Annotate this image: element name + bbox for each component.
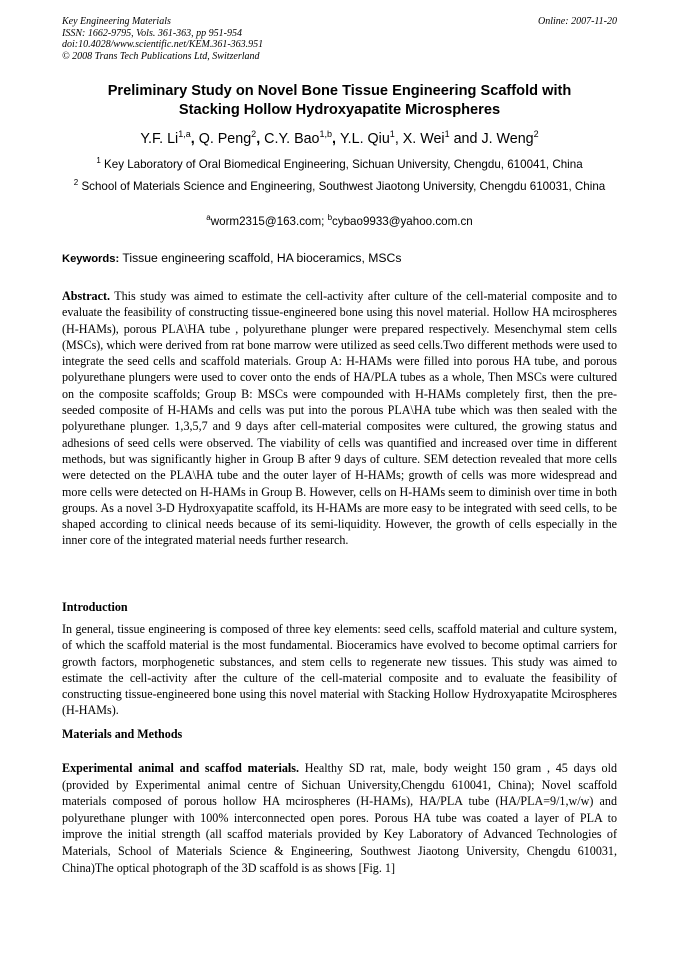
title-line-2: Stacking Hollow Hydroxyapatite Microspheres <box>178 102 501 118</box>
abstract-label: Abstract. <box>62 289 111 303</box>
author: Q. Peng$^2$, <box>198 129 265 147</box>
author-emails: $^a$worm2315@163.com; $^b$cybao9933@yahoo.com.cn <box>206 213 473 228</box>
copyright-line: © 2008 Trans Tech Publications Ltd, Switzerland <box>62 50 260 62</box>
affiliation-1: $^1$ Key Laboratory of Oral Biomedical Engineering, Sichuan University, Chengdu, 610041, China <box>96 156 583 171</box>
affiliation-2: $^2$ School of Materials Science and Engineering, Southwest Jiaotong University, Chengdu 610031, China <box>73 178 606 193</box>
methods-paragraph <box>62 760 617 876</box>
introduction-heading: Introduction <box>62 600 128 614</box>
abstract-text: This study was aimed to estimate the cell-activity after culture of the cell-material composite and to evaluate the feasibility of constructing tissue-engineered bone using this novel material. Hollow HA mcirospheres (H-HAMs), porous PLA\HA tube , polyurethane plunger were prepared respectively. Mesenchymal stem cells (MSCs), which were derived from rat bone marrow were utilized as seed cells.Two different methods were used to integrate the seed cells and scaffold materials. Group A: H-HAMs were filled into porous HA tube, and porous polyurethane plungers were used to cover onto the ends of HA/PLA tubes as a whole, Then MSCs were cultured on the composite scaffolds; Group B: MSCs were compounded with H-HAMs completely first, then the pre-seeded composite of H-HAMs and cells was put into the porous PLA\HA tube which was then sealed with the polyurethane plunger. 1,3,5,7 and 9 days after cell-material composites were cultured, the growing status and adhesions of seed cells were observed. The viability of cells was quantified and increased over time in different methods, but was significantly higher in Group B after 9 days of culture. SEM detection revealed that more cells were detected on the PLA\HA tube and the outer layer of H-HAMs; growth of cells was more widespread and more cells were detected on H-HAMs in Group B. However, cells on H-HAMs seem to diminish over time in both groups. As a novel 3-D Hydroxyapatite scaffold, its H-HAMs are more easy to be integrated with seed cells, to be shaped according to clinical needs because of its semi-liquidity. However, the growth of cells especially in the inner core of the integrated material needs further research. <box>62 289 617 548</box>
keywords-label: Keywords: <box>62 253 120 265</box>
author-list <box>62 130 617 148</box>
methods-text: Healthy SD rat, male, body weight 150 gram , 45 days old (provided by Experimental animal centre of Sichuan University,Chengdu 610041, China); Novel scaffold materials composed of porous hollow HA mcirospheres (H-HAMs), HA/PLA tube (HA/PLA=9/1,w/w) and polyurethane plunger with 100% interconnected open pores. Porous HA tube was coated a layer of PLA to improve the initial strength (all scaffod materials provided by Key Laboratory of Advanced Technologies of Materials, School of Materials Science & Engineering, Southwest Jiaotong University, Chengdu 610031, China)The optical photograph of the 3D scaffold is as shows [Fig. 1] <box>62 761 617 875</box>
author: Y.L. Qiu$^1$, <box>339 129 403 147</box>
abstract <box>62 288 617 549</box>
issn-line: ISSN: 1662-9795, Vols. 361-363, pp 951-954 <box>62 27 242 39</box>
title-line-1: Preliminary Study on Novel Bone Tissue Engineering Scaffold with <box>107 83 572 99</box>
keywords <box>62 250 617 267</box>
author: Y.F. Li$^{1,a}$, <box>140 129 199 147</box>
paper-title <box>62 82 617 120</box>
methods-subheading: Experimental animal and scaffod materials. <box>62 761 300 775</box>
online-date: Online: 2007-11-20 <box>538 16 617 27</box>
journal-header <box>62 16 617 62</box>
author: C.Y. Bao$^{1,b}$, <box>264 129 340 147</box>
keywords-text: Tissue engineering scaffold, HA bioceramics, MSCs <box>122 251 402 265</box>
author: X. Wei$^1$ and <box>402 129 482 147</box>
methods-heading: Materials and Methods <box>62 727 183 741</box>
introduction-text: In general, tissue engineering is composed of three key elements: seed cells, scaffold material and culture system, of which the scaffold material is the most fundamental. Bioceramics have evolved to become optimal carriers for growth factors, morphogenetic substances, and stem cells to regenerate new tissues. This study was aimed to estimate the cell-activity after the culture of the cell-material composite and to evaluate the feasibility of constructing tissue-engineered bone using this novel material with Stacking Hollow Hydroxyapatite Mcirospheres (H-HAMs). <box>62 622 617 718</box>
author: J. Weng$^2$ <box>481 129 539 147</box>
doi-line: doi:10.4028/www.scientific.net/KEM.361-363.951 <box>62 39 264 50</box>
journal-name: Key Engineering Materials <box>62 16 171 27</box>
